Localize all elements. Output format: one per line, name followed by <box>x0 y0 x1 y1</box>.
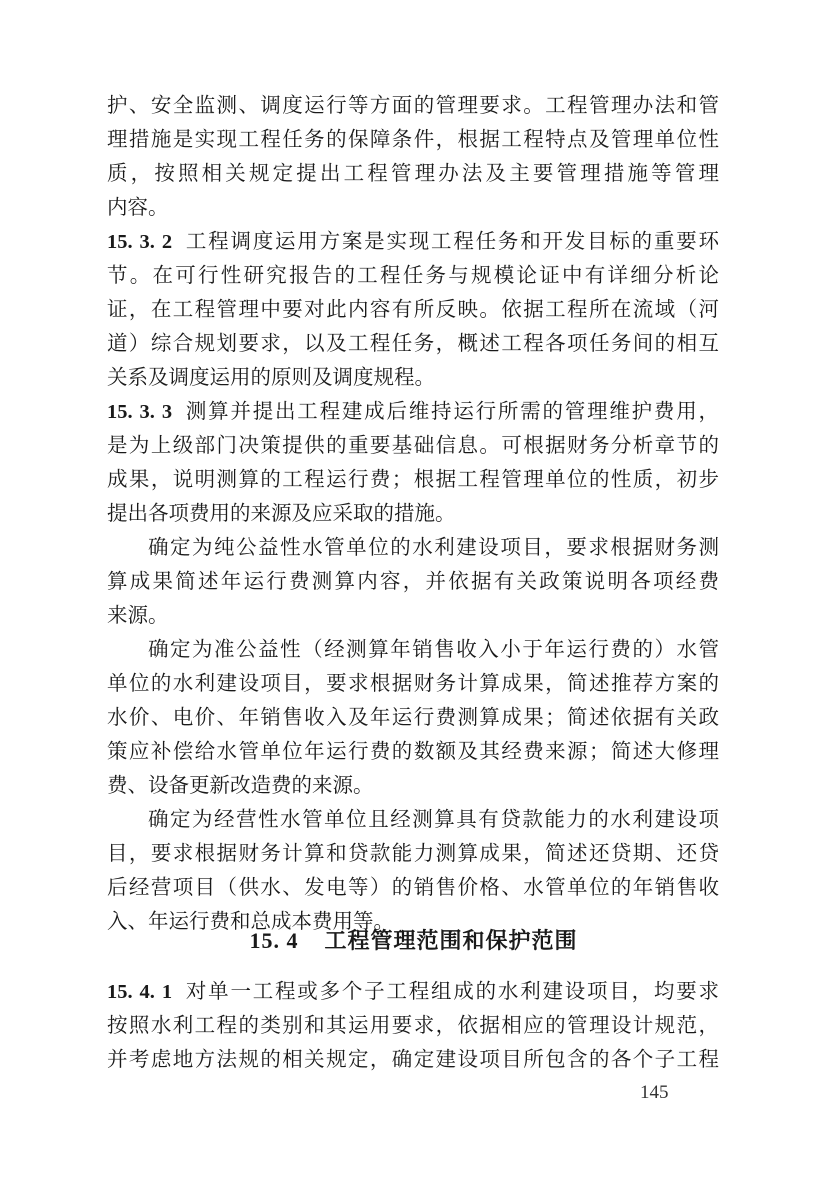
text-line: 成果，说明测算的工程运行费；根据工程管理单位的性质，初步 <box>107 467 719 491</box>
clause-15-3-3 <box>107 394 719 428</box>
text-line: 来源。 <box>107 603 169 627</box>
text-line: 确定为经营性水管单位且经测算具有贷款能力的水利建设项 <box>148 807 719 831</box>
text-line: 提出各项费用的来源及应采取的措施。 <box>107 501 456 525</box>
text-line: 目，要求根据财务计算和贷款能力测算成果，简述还贷期、还贷 <box>107 841 719 865</box>
text-line: 后经营项目（供水、发电等）的销售价格、水管单位的年销售收 <box>107 875 719 899</box>
section-title: 工程管理范围和保护范围 <box>324 929 578 954</box>
text-line: 算成果简述年运行费测算内容，并依据有关政策说明各项经费 <box>107 569 719 593</box>
text-line: 并考虑地方法规的相关规定，确定建设项目所包含的各个子工程 <box>107 1047 719 1071</box>
text-line: 策应补偿给水管单位年运行费的数额及其经费来源；简述大修理 <box>107 739 719 763</box>
clause-15-3-2 <box>107 224 719 258</box>
text-line: 水价、电价、年销售收入及年运行费测算成果；简述依据有关政 <box>107 705 719 729</box>
clause-15-4-1 <box>107 974 719 1008</box>
clause-text: 测算并提出工程建成后维持运行所需的管理维护费用， <box>184 399 719 423</box>
clause-number: 15. 3. 2 <box>107 231 173 253</box>
text-line: 单位的水利建设项目，要求根据财务计算成果，简述推荐方案的 <box>107 671 719 695</box>
text-line: 确定为纯公益性水管单位的水利建设项目，要求根据财务测 <box>148 535 719 559</box>
text-line: 质，按照相关规定提出工程管理办法及主要管理措施等管理 <box>107 161 719 185</box>
section-number: 15. 4 <box>249 928 299 953</box>
clause-text: 工程调度运用方案是实现工程任务和开发目标的重要环 <box>184 229 719 253</box>
section-heading <box>0 922 827 960</box>
page-number: 145 <box>640 1082 669 1103</box>
text-line: 护、安全监测、调度运行等方面的管理要求。工程管理办法和管 <box>107 93 719 117</box>
text-line: 按照水利工程的类别和其运用要求，依据相应的管理设计规范， <box>107 1013 719 1037</box>
text-line: 节。在可行性研究报告的工程任务与规模论证中有详细分析论 <box>107 263 719 287</box>
text-line: 证，在工程管理中要对此内容有所反映。依据工程所在流域（河 <box>107 297 719 321</box>
text-line: 道）综合规划要求，以及工程任务，概述工程各项任务间的相互 <box>107 331 719 355</box>
text-line: 入、年运行费和总成本费用等。 <box>107 909 394 933</box>
text-line: 内容。 <box>107 195 169 219</box>
text-line: 费、设备更新改造费的来源。 <box>107 773 374 797</box>
text-line: 关系及调度运用的原则及调度规程。 <box>107 365 435 389</box>
clause-number: 15. 3. 3 <box>107 401 173 423</box>
clause-number: 15. 4. 1 <box>107 981 173 1003</box>
text-line: 是为上级部门决策提供的重要基础信息。可根据财务分析章节的 <box>107 433 719 457</box>
clause-text: 对单一工程或多个子工程组成的水利建设项目，均要求 <box>184 979 719 1003</box>
text-line: 确定为准公益性（经测算年销售收入小于年运行费的）水管 <box>148 637 719 661</box>
text-line: 理措施是实现工程任务的保障条件，根据工程特点及管理单位性 <box>107 127 719 151</box>
